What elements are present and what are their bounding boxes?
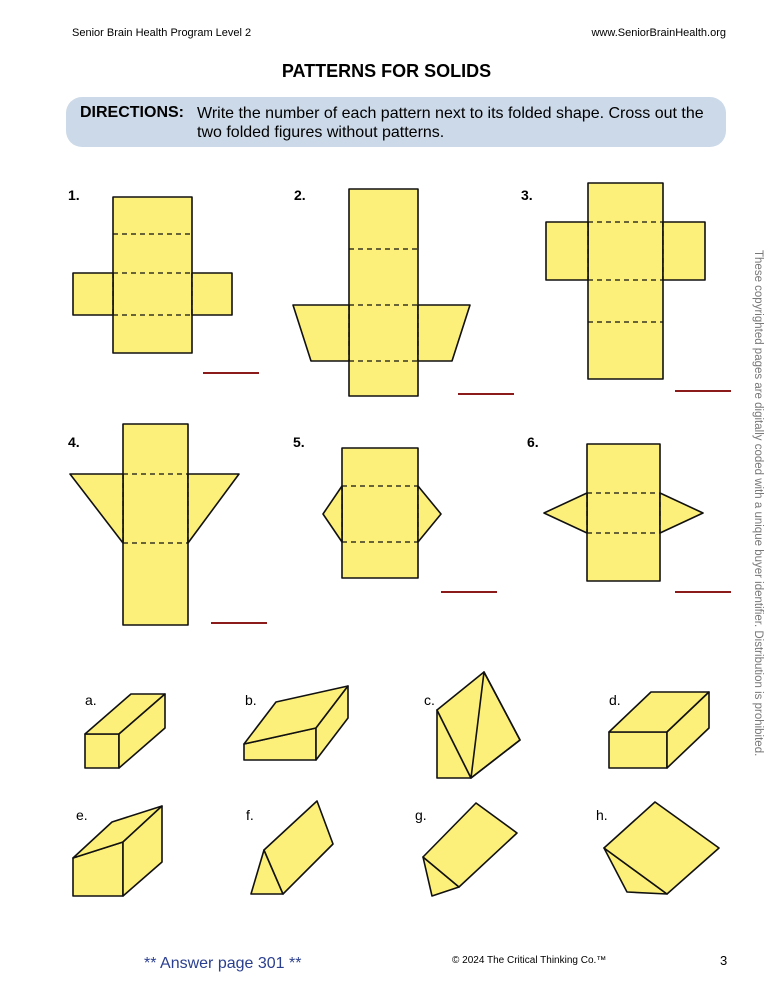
copyright-side-note: These copyrighted pages are digitally coded with a unique buyer identifier. Distribution is prohibited. <box>752 250 764 757</box>
net-pattern-2 <box>293 189 470 396</box>
pattern-5-number: 5. <box>293 434 305 450</box>
pattern-3-number: 3. <box>521 187 533 203</box>
net-pattern-5 <box>323 448 441 578</box>
solid-c <box>437 672 520 778</box>
solid-f <box>251 801 333 894</box>
solid-d <box>609 692 709 768</box>
pattern-2-number: 2. <box>294 187 306 203</box>
directions-label: DIRECTIONS: <box>80 104 184 121</box>
page-number: 3 <box>720 953 728 968</box>
solid-h <box>604 802 719 894</box>
solid-g <box>423 803 517 896</box>
net-pattern-1 <box>73 197 232 353</box>
pattern-6-number: 6. <box>527 434 539 450</box>
solid-a <box>85 694 165 768</box>
net-pattern-4 <box>70 424 239 625</box>
directions-text: Write the number of each pattern next to its folded shape. Cross out the two folded figures without patterns. <box>197 105 704 141</box>
net-pattern-3 <box>546 183 705 379</box>
solid-e-label: e. <box>76 807 88 823</box>
pattern-1-number: 1. <box>68 187 80 203</box>
solid-d-label: d. <box>609 692 621 708</box>
solid-g-label: g. <box>415 807 427 823</box>
solid-b-label: b. <box>245 692 257 708</box>
solid-b <box>244 686 348 760</box>
header-website: www.SeniorBrainHealth.org <box>591 27 726 39</box>
solid-f-label: f. <box>246 807 254 823</box>
answer-page-note: ** Answer page 301 ** <box>144 955 302 972</box>
pattern-4-number: 4. <box>68 434 80 450</box>
net-pattern-6 <box>544 444 703 581</box>
copyright-footer: © 2024 The Critical Thinking Co.™ <box>452 955 607 966</box>
page-title: PATTERNS FOR SOLIDS <box>281 61 492 81</box>
solid-c-label: c. <box>424 692 435 708</box>
header-program-name: Senior Brain Health Program Level 2 <box>72 27 252 39</box>
solid-a-label: a. <box>85 692 97 708</box>
solid-h-label: h. <box>596 807 608 823</box>
